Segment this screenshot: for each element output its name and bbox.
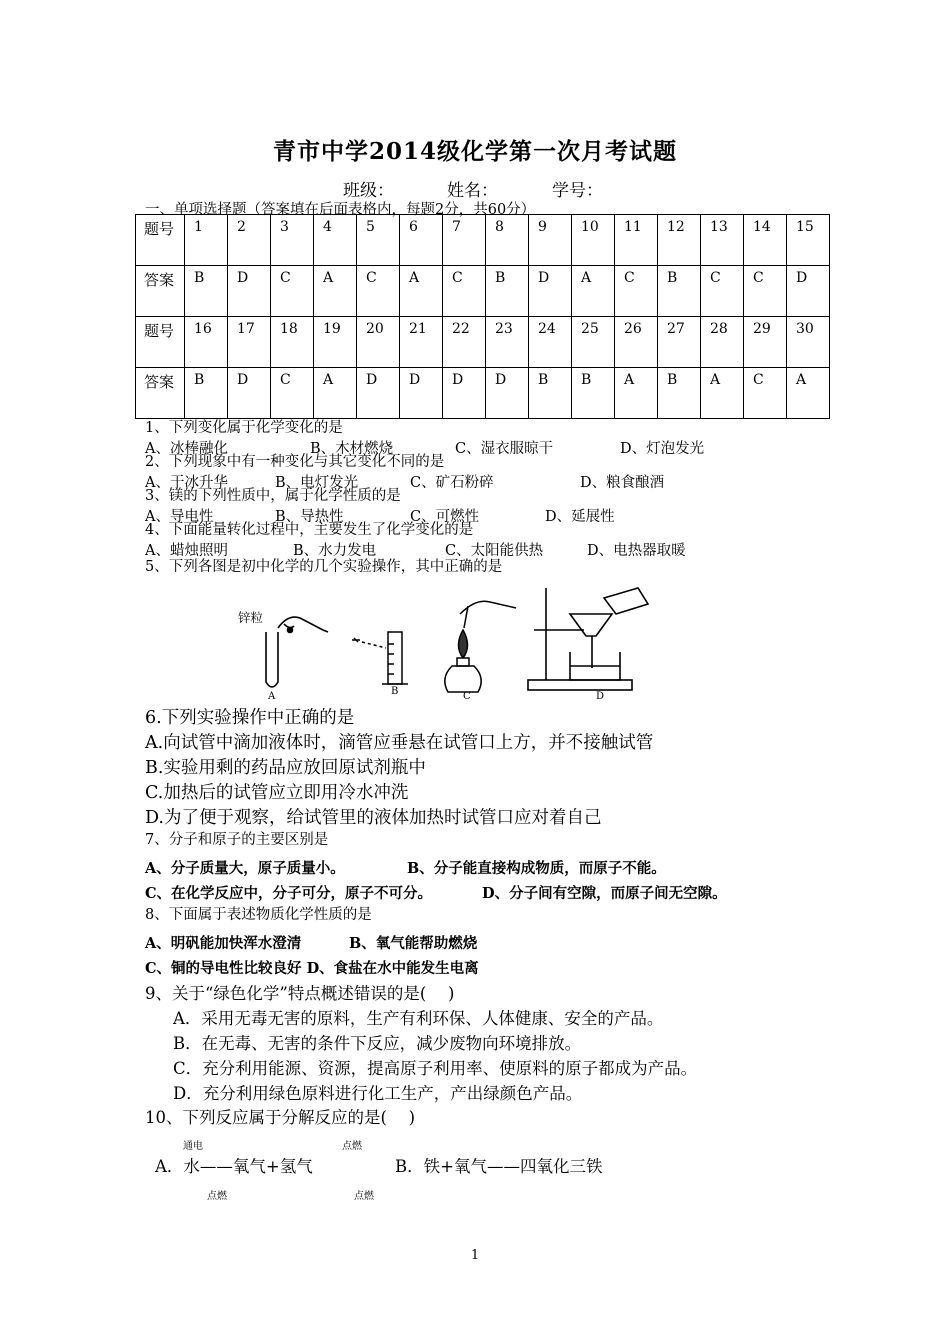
table-cell: B <box>658 266 701 317</box>
zinc-label: 锌粒 <box>238 610 264 625</box>
table-cell: 19 <box>314 317 357 368</box>
q8-option-a: A、明矾能加快浑水澄清 <box>145 935 302 952</box>
q1-option-d: D、灯泡发光 <box>620 441 705 457</box>
q4-option-b: B、水力发电 <box>293 543 377 559</box>
table-cell: B <box>486 266 529 317</box>
page-number: 1 <box>470 1248 480 1263</box>
q6-option-d: D.为了便于观察，给试管里的液体加热时试管口应对着自己 <box>145 808 602 828</box>
table-cell: C <box>744 368 787 419</box>
table-cell: 2 <box>228 215 271 266</box>
table-cell: B <box>185 368 228 419</box>
question-1-stem: 1、下列变化属于化学变化的是 <box>145 420 343 436</box>
q2-option-c: C、矿石粉碎 <box>410 475 494 491</box>
table-cell: 10 <box>572 215 615 266</box>
q9-option-d: D．充分利用绿色原料进行化工生产，产出绿颜色产品。 <box>173 1084 583 1103</box>
q4-option-d: D、电热器取暖 <box>587 543 686 559</box>
table-cell: 5 <box>357 215 400 266</box>
student-id-label: 学号： <box>552 181 603 201</box>
q3-option-d: D、延展性 <box>545 509 615 525</box>
q3-option-b: B、导热性 <box>275 509 344 525</box>
question-2-stem: 2、下列现象中有一种变化与其它变化不同的是 <box>145 454 445 470</box>
table-cell: 21 <box>400 317 443 368</box>
row-header: 答案 <box>136 368 185 419</box>
table-cell: D <box>357 368 400 419</box>
table-cell: C <box>443 266 486 317</box>
table-cell: 11 <box>615 215 658 266</box>
figure-c-label: C <box>463 691 471 702</box>
table-cell: 3 <box>271 215 314 266</box>
table-cell: 22 <box>443 317 486 368</box>
table-row <box>136 266 830 317</box>
page-title: 青市中学2014级化学第一次月考试题 <box>272 138 677 165</box>
q2-option-d: D、粮食酿酒 <box>580 475 665 491</box>
table-cell: B <box>658 368 701 419</box>
table-cell: 20 <box>357 317 400 368</box>
table-cell: 13 <box>701 215 744 266</box>
q4-option-c: C、太阳能供热 <box>445 543 544 559</box>
question-7-stem: 7、分子和原子的主要区别是 <box>145 832 329 848</box>
table-cell: A <box>787 368 830 419</box>
table-cell: B <box>572 368 615 419</box>
table-cell: 25 <box>572 317 615 368</box>
question-5-stem: 5、下列各图是初中化学的几个实验操作，其中正确的是 <box>145 559 503 575</box>
q6-option-c: C.加热后的试管应立即用冷水冲洗 <box>145 783 409 803</box>
q1-option-c: C、湿衣服晾干 <box>455 441 554 457</box>
table-row <box>136 215 830 266</box>
q3-option-a: A、导电性 <box>145 509 214 525</box>
table-cell: 29 <box>744 317 787 368</box>
q7-option-d: D、分子间有空隙，而原子间无空隙。 <box>482 885 727 902</box>
q3-option-c: C、可燃性 <box>410 509 480 525</box>
question-4-stem: 4、下面能量转化过程中，主要发生了化学变化的是 <box>145 522 474 538</box>
table-cell: 14 <box>744 215 787 266</box>
figure-c-alcohol-lamp <box>445 601 516 692</box>
condition-ignite-d: 点燃 <box>354 1191 374 1202</box>
q2-option-b: B、电灯发光 <box>275 475 359 491</box>
table-row <box>136 317 830 368</box>
table-cell: B <box>185 266 228 317</box>
table-cell: D <box>400 368 443 419</box>
table-cell: C <box>701 266 744 317</box>
q7-option-c: C、在化学反应中，分子可分，原子不可分。 <box>145 885 433 902</box>
condition-electrolysis: 通电 <box>183 1141 203 1152</box>
table-cell: D <box>228 368 271 419</box>
table-cell: 23 <box>486 317 529 368</box>
q6-option-a: A.向试管中滴加液体时，滴管应垂悬在试管口上方，并不接触试管 <box>145 733 654 753</box>
table-cell: D <box>529 266 572 317</box>
section-heading: 一、单项选择题（答案填在后面表格内，每题2分，共60分） <box>145 202 536 218</box>
q10-option-a: A．水——氧气+氢气 <box>155 1157 313 1176</box>
table-cell: 28 <box>701 317 744 368</box>
table-cell: A <box>615 368 658 419</box>
table-cell: 6 <box>400 215 443 266</box>
q2-option-a: A、干冰升华 <box>145 475 228 491</box>
q4-option-a: A、蜡烛照明 <box>145 543 228 559</box>
table-cell: A <box>314 368 357 419</box>
figure-a-label: A <box>268 691 276 702</box>
row-header: 题号 <box>136 215 185 266</box>
table-cell: 16 <box>185 317 228 368</box>
class-label: 班级： <box>343 181 394 201</box>
question-8-stem: 8、下面属于表述物质化学性质的是 <box>145 907 372 923</box>
figure-a-test-tube <box>266 617 328 687</box>
table-cell: 17 <box>228 317 271 368</box>
table-cell: 30 <box>787 317 830 368</box>
condition-ignite: 点燃 <box>342 1141 362 1152</box>
q1-option-a: A、冰棒融化 <box>145 441 228 457</box>
table-cell: 26 <box>615 317 658 368</box>
table-cell: A <box>572 266 615 317</box>
lab-operations-figure <box>228 584 668 706</box>
figure-d-label: D <box>596 691 605 702</box>
q7-option-a: A、分子质量大，原子质量小。 <box>145 860 345 877</box>
table-cell: C <box>271 368 314 419</box>
table-cell: 9 <box>529 215 572 266</box>
table-cell: A <box>400 266 443 317</box>
table-cell: D <box>486 368 529 419</box>
q1-option-b: B、木材燃烧 <box>310 441 394 457</box>
row-header: 题号 <box>136 317 185 368</box>
condition-ignite-c: 点燃 <box>207 1191 227 1202</box>
table-cell: 24 <box>529 317 572 368</box>
q9-option-b: B．在无毒、无害的条件下反应，减少废物向环境排放。 <box>173 1034 582 1053</box>
question-10-stem: 10、下列反应属于分解反应的是( ) <box>145 1108 416 1127</box>
table-cell: C <box>744 266 787 317</box>
row-header: 答案 <box>136 266 185 317</box>
q7-option-b: B、分子能直接构成物质，而原子不能。 <box>407 860 666 877</box>
question-9-stem: 9、关于“绿色化学”特点概述错误的是( ) <box>145 984 455 1003</box>
table-cell: 27 <box>658 317 701 368</box>
q6-option-b: B.实验用剩的药品应放回原试剂瓶中 <box>145 758 426 778</box>
table-cell: D <box>228 266 271 317</box>
table-row <box>136 368 830 419</box>
table-cell: C <box>271 266 314 317</box>
table-cell: 15 <box>787 215 830 266</box>
question-3-stem: 3、镁的下列性质中，属于化学性质的是 <box>145 488 401 504</box>
table-cell: C <box>357 266 400 317</box>
table-cell: D <box>787 266 830 317</box>
figure-b-label: B <box>391 686 399 697</box>
table-cell: 8 <box>486 215 529 266</box>
q8-option-b: B、氧气能帮助燃烧 <box>349 935 478 952</box>
q8-option-cd: C、铜的导电性比较良好 D、食盐在水中能发生电离 <box>145 960 479 977</box>
q9-option-c: C．充分利用能源、资源，提高原子利用率、使原料的原子都成为产品。 <box>173 1059 698 1078</box>
table-cell: 4 <box>314 215 357 266</box>
table-cell: C <box>615 266 658 317</box>
answer-table <box>135 214 830 419</box>
table-cell: A <box>314 266 357 317</box>
table-cell: 18 <box>271 317 314 368</box>
name-label: 姓名： <box>447 181 498 201</box>
table-cell: 12 <box>658 215 701 266</box>
figure-b-cylinder <box>352 632 408 684</box>
q9-option-a: A．采用无毒无害的原料，生产有利环保、人体健康、安全的产品。 <box>173 1009 664 1028</box>
table-cell: A <box>701 368 744 419</box>
question-6-stem: 6.下列实验操作中正确的是 <box>145 708 355 728</box>
table-cell: 1 <box>185 215 228 266</box>
table-cell: B <box>529 368 572 419</box>
table-cell: D <box>443 368 486 419</box>
q10-option-b: B．铁+氧气——四氧化三铁 <box>395 1157 603 1176</box>
table-cell: 7 <box>443 215 486 266</box>
figure-d-filtration <box>528 588 648 690</box>
